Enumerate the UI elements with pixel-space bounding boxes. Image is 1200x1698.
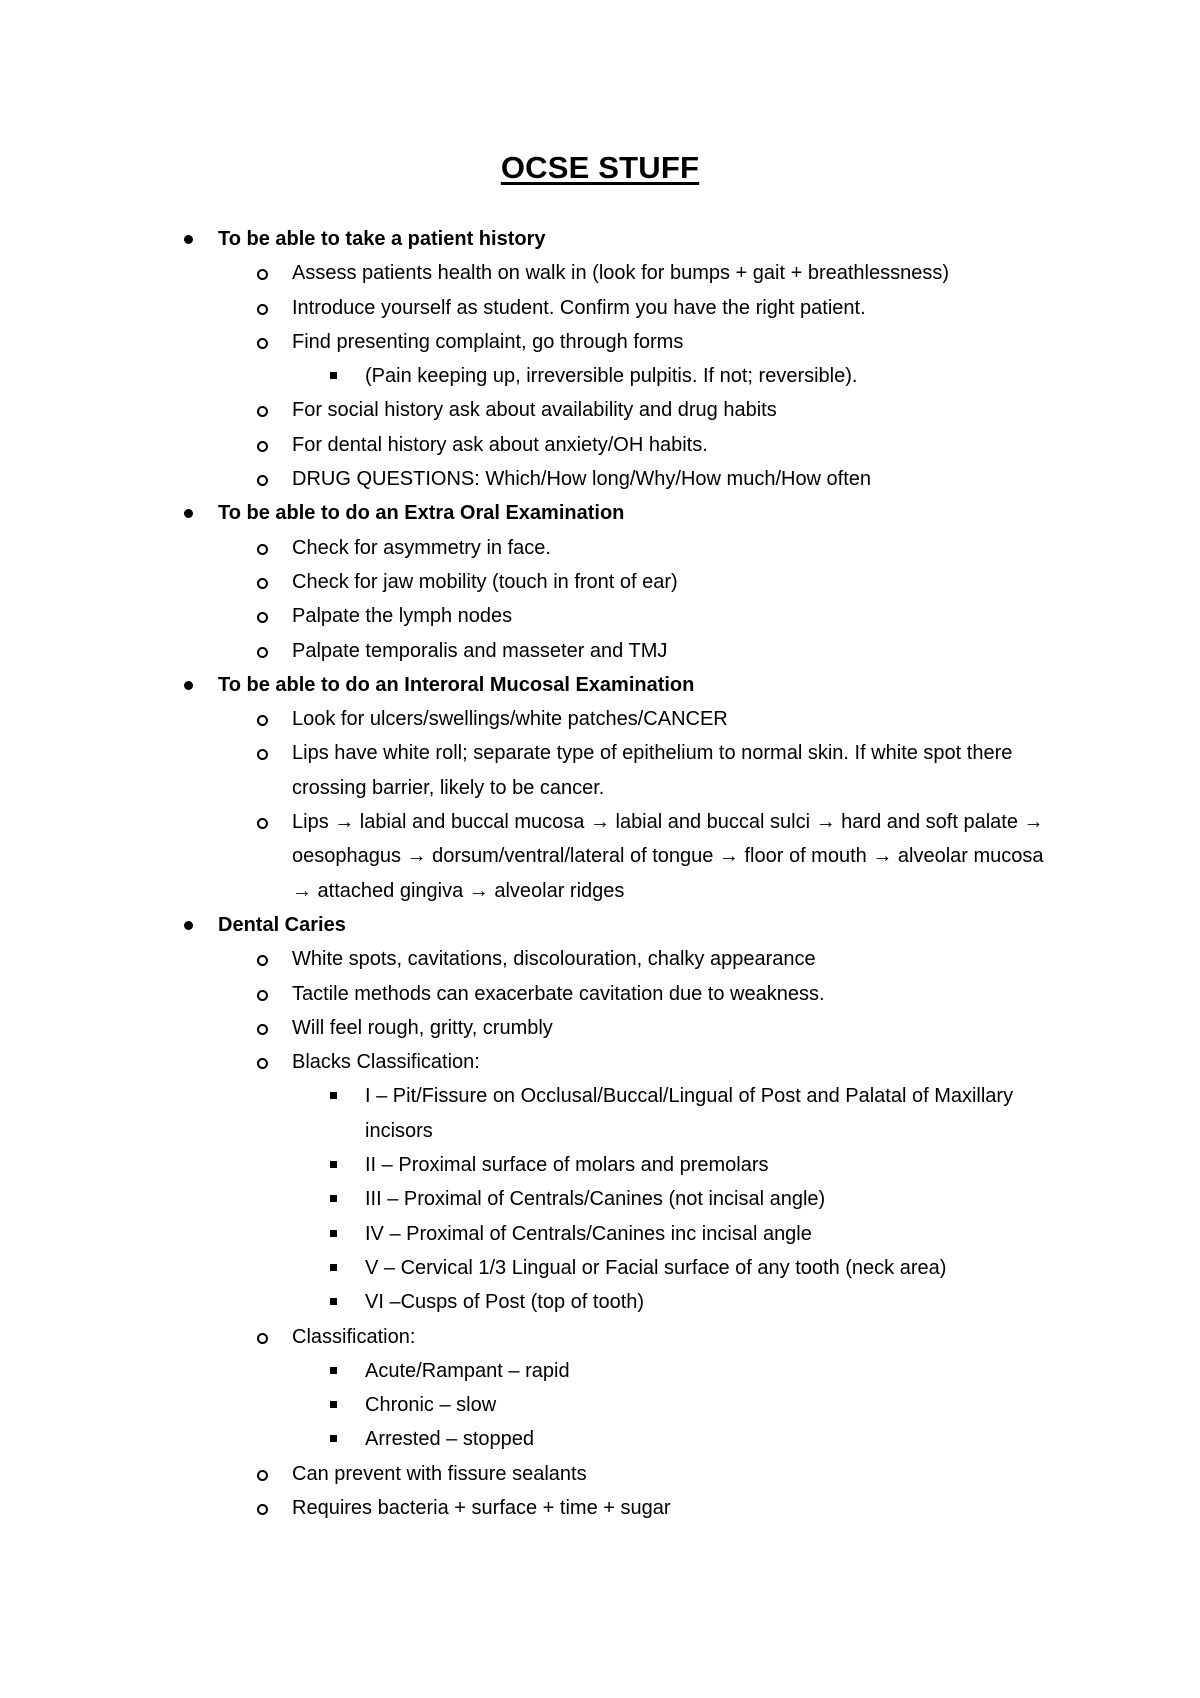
bullet-circle-icon <box>257 818 268 829</box>
bullet-circle-icon <box>257 715 268 726</box>
document-title: OCSE STUFF <box>500 150 700 185</box>
list-item-text: Find presenting complaint, go through forms <box>292 330 684 353</box>
bullet-circle-icon <box>257 749 268 760</box>
list-item <box>0 599 1058 633</box>
list-item <box>0 256 1058 290</box>
list-item-text: To be able to do an Interoral Mucosal Examination <box>218 673 695 696</box>
list-item-text: Check for asymmetry in face. <box>292 536 551 559</box>
list-item <box>0 1217 1058 1251</box>
list-item-text: Arrested – stopped <box>365 1428 534 1451</box>
bullet-circle-icon <box>257 406 268 417</box>
section-heading <box>0 668 1058 702</box>
list-item-text: V – Cervical 1/3 Lingual or Facial surface of any tooth (neck area) <box>365 1256 947 1279</box>
list-item-text: Check for jaw mobility (touch in front of ear) <box>292 570 678 593</box>
list-item-text: Will feel rough, gritty, crumbly <box>292 1016 553 1039</box>
bullet-circle-icon <box>257 1024 268 1035</box>
list-item-text: Chronic – slow <box>365 1394 497 1417</box>
list-item <box>0 325 1058 359</box>
list-item <box>0 1011 1058 1045</box>
list-item-text: Blacks Classification: <box>292 1051 480 1074</box>
list-item <box>0 1457 1058 1491</box>
notes-outline <box>0 222 1200 1525</box>
list-item <box>0 428 1058 462</box>
list-item <box>0 736 1058 805</box>
list-item-text: Tactile methods can exacerbate cavitation due to weakness. <box>292 982 825 1005</box>
list-item <box>0 1079 1058 1148</box>
bullet-square-icon <box>330 1435 337 1442</box>
list-item <box>0 1251 1058 1285</box>
list-item-text: For social history ask about availability and drug habits <box>292 399 777 422</box>
bullet-circle-icon <box>257 269 268 280</box>
list-item <box>0 1285 1058 1319</box>
list-item-text: Dental Caries <box>218 913 346 936</box>
list-item-text: (Pain keeping up, irreversible pulpitis. If not; reversible). <box>365 365 858 388</box>
list-item <box>0 1491 1058 1525</box>
list-item <box>0 942 1058 976</box>
list-item <box>0 1422 1058 1456</box>
list-item-text: VI –Cusps of Post (top of tooth) <box>365 1291 645 1314</box>
list-item <box>0 805 1058 908</box>
bullet-square-icon <box>330 1298 337 1305</box>
list-item-text: Classification: <box>292 1325 416 1348</box>
bullet-square-icon <box>330 1264 337 1271</box>
bullet-circle-icon <box>257 955 268 966</box>
bullet-disc-icon <box>184 921 193 930</box>
list-item <box>0 1182 1058 1216</box>
list-item-text: For dental history ask about anxiety/OH habits. <box>292 433 708 456</box>
list-item <box>0 634 1058 668</box>
list-item <box>0 393 1058 427</box>
list-item-text: Palpate temporalis and masseter and TMJ <box>292 639 668 662</box>
list-item <box>0 462 1058 496</box>
list-item <box>0 1045 1058 1079</box>
bullet-circle-icon <box>257 1504 268 1515</box>
list-item-text: To be able to take a patient history <box>218 228 546 250</box>
list-item-text: Lips → labial and buccal mucosa → labial and buccal sulci → hard and soft palate → oesophagus → dorsum/ventral/lateral of tongue → floor of mouth → alveolar mucosa → attached gingiva → alveolar ridges <box>292 811 1044 902</box>
bullet-circle-icon <box>257 578 268 589</box>
list-item-text: Palpate the lymph nodes <box>292 605 513 628</box>
list-item-text: I – Pit/Fissure on Occlusal/Buccal/Lingual of Post and Palatal of Maxillary incisors <box>365 1085 1014 1142</box>
list-item-text: Can prevent with fissure sealants <box>292 1462 587 1485</box>
bullet-disc-icon <box>184 509 193 518</box>
bullet-square-icon <box>330 372 337 379</box>
bullet-circle-icon <box>257 475 268 486</box>
bullet-circle-icon <box>257 441 268 452</box>
section-heading <box>0 908 1058 942</box>
bullet-circle-icon <box>257 304 268 315</box>
list-item-text: DRUG QUESTIONS: Which/How long/Why/How much/How often <box>292 468 872 491</box>
list-item-text: Requires bacteria + surface + time + sugar <box>292 1496 671 1519</box>
bullet-disc-icon <box>184 235 193 244</box>
bullet-square-icon <box>330 1230 337 1237</box>
list-item-text: Assess patients health on walk in (look for bumps + gait + breathlessness) <box>292 262 950 285</box>
bullet-square-icon <box>330 1367 337 1374</box>
bullet-circle-icon <box>257 338 268 349</box>
list-item <box>0 565 1058 599</box>
list-item <box>0 702 1058 736</box>
bullet-square-icon <box>330 1401 337 1408</box>
list-item <box>0 1320 1058 1354</box>
list-item <box>0 359 1058 393</box>
bullet-circle-icon <box>257 647 268 658</box>
list-item-text: III – Proximal of Centrals/Canines (not incisal angle) <box>365 1188 826 1211</box>
list-item <box>0 977 1058 1011</box>
list-item-text: II – Proximal surface of molars and premolars <box>365 1154 769 1177</box>
bullet-square-icon <box>330 1092 337 1099</box>
bullet-disc-icon <box>184 681 193 690</box>
list-item <box>0 531 1058 565</box>
list-item-text: Acute/Rampant – rapid <box>365 1359 570 1382</box>
bullet-square-icon <box>330 1195 337 1202</box>
list-item-text: Lips have white roll; separate type of epithelium to normal skin. If white spot there crossing barrier, likely to be cancer. <box>292 742 1013 799</box>
bullet-square-icon <box>330 1161 337 1168</box>
bullet-circle-icon <box>257 990 268 1001</box>
list-item <box>0 1388 1058 1422</box>
bullet-circle-icon <box>257 1058 268 1069</box>
bullet-circle-icon <box>257 1333 268 1344</box>
list-item <box>0 1354 1058 1388</box>
bullet-circle-icon <box>257 1470 268 1481</box>
list-item-text: Introduce yourself as student. Confirm you have the right patient. <box>292 296 866 319</box>
section-heading <box>0 496 1058 530</box>
list-item-text: To be able to do an Extra Oral Examination <box>218 502 625 525</box>
section-heading <box>0 222 1058 256</box>
list-item <box>0 291 1058 325</box>
bullet-circle-icon <box>257 544 268 555</box>
bullet-circle-icon <box>257 612 268 623</box>
list-item-text: White spots, cavitations, discolouration, chalky appearance <box>292 948 816 971</box>
list-item <box>0 1148 1058 1182</box>
list-item-text: IV – Proximal of Centrals/Canines inc incisal angle <box>365 1222 812 1245</box>
list-item-text: Look for ulcers/swellings/white patches/CANCER <box>292 708 728 731</box>
